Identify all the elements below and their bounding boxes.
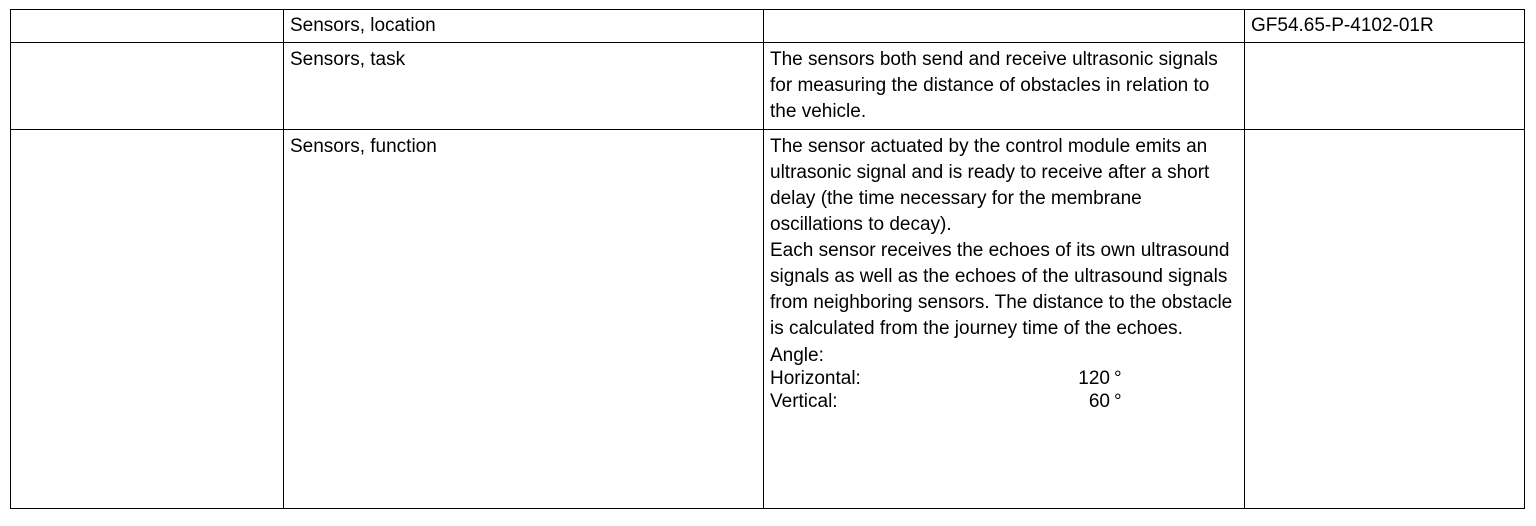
topic-cell-location: Sensors, location [284, 10, 764, 43]
horizontal-angle-row [770, 367, 1236, 390]
description-cell-task: The sensors both send and receive ultrasonic signals for measuring the distance of obstacles in relation to the vehicle. [764, 43, 1245, 130]
table-row-location [11, 10, 1525, 43]
sensor-info-table [10, 9, 1525, 509]
horizontal-label: Horizontal: [770, 368, 861, 389]
angle-spec-block [770, 344, 1236, 413]
document-sheet [10, 9, 1524, 509]
function-paragraph-2: Each sensor receives the echoes of its own ultrasound signals as well as the echoes of the ultrasound signals from neighboring sensors. The distance to the obstacle is calculated from the journey time of the echoes. [770, 240, 1233, 339]
reference-cell-task [1245, 43, 1525, 130]
empty-cell [11, 130, 284, 509]
degree-unit: ° [1114, 368, 1122, 389]
empty-cell [11, 43, 284, 130]
empty-cell [11, 10, 284, 43]
table-row-task [11, 43, 1525, 130]
vertical-angle-row [770, 390, 1236, 413]
angle-label: Angle: [770, 345, 824, 366]
description-cell-function [764, 130, 1245, 509]
degree-unit: ° [1114, 391, 1122, 412]
reference-cell-location[interactable]: GF54.65-P-4102-01R [1245, 10, 1525, 43]
reference-cell-function [1245, 130, 1525, 509]
topic-cell-function: Sensors, function [284, 130, 764, 509]
topic-cell-task: Sensors, task [284, 43, 764, 130]
vertical-value: 60 [1088, 391, 1110, 412]
horizontal-value: 120 [1078, 368, 1110, 389]
vertical-label: Vertical: [770, 391, 838, 412]
description-cell-location [764, 10, 1245, 43]
function-paragraph-1: The sensor actuated by the control module emits an ultrasonic signal and is ready to receive after a short delay (the time necessary for the membrane oscillations to decay). [770, 136, 1210, 235]
table-row-function [11, 130, 1525, 509]
